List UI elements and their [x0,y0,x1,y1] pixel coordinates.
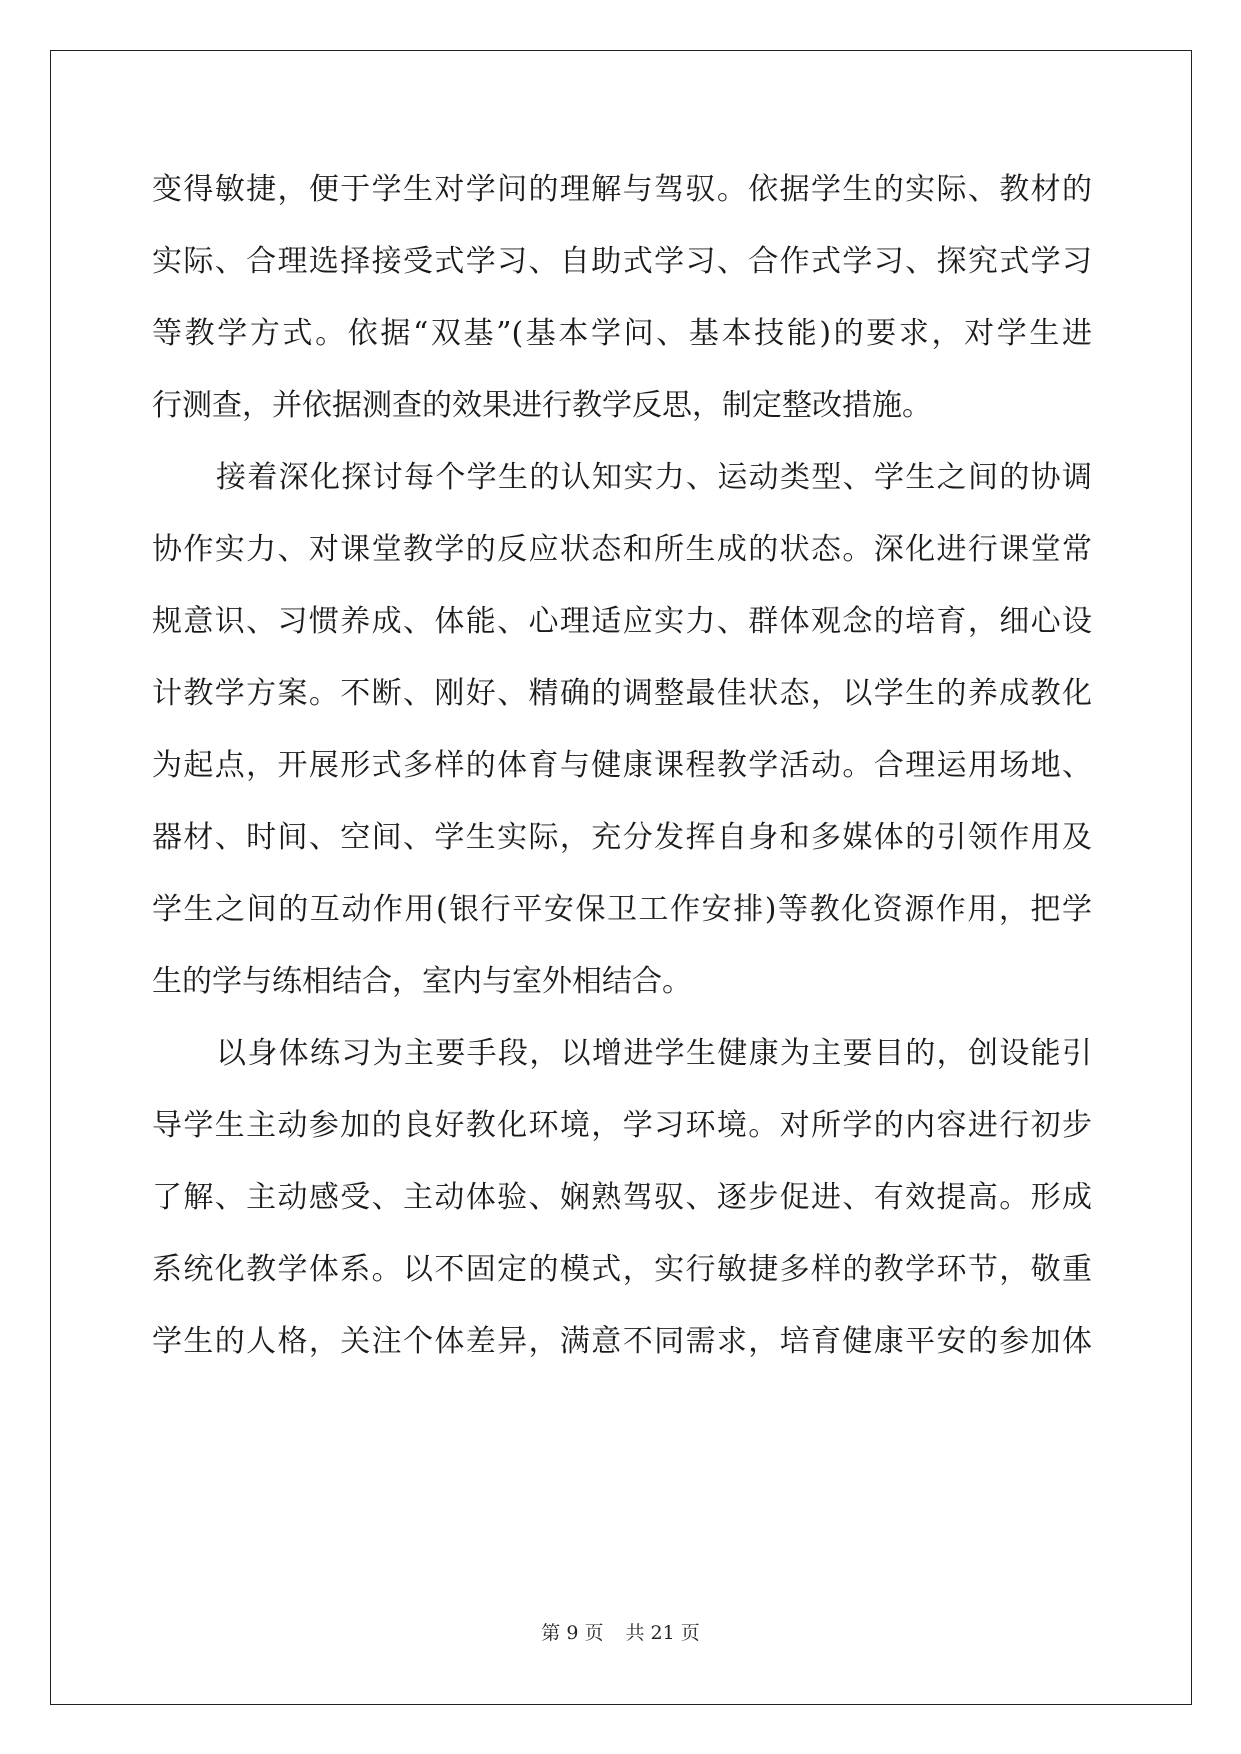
text-line: 等教学方式。依据“双基”(基本学问、基本技能)的要求，对学生进 [152,316,1092,351]
text-line: 实际、合理选择接受式学习、自助式学习、合作式学习、探究式学习 [152,244,1092,279]
text-line: 行测查，并依据测查的效果进行教学反思，制定整改措施。 [152,388,932,423]
page-total: 共 21 页 [625,1622,700,1644]
text-line: 规意识、习惯养成、体能、心理适应实力、群体观念的培育，细心设 [152,604,1092,639]
text-line: 学生之间的互动作用(银行平安保卫工作安排)等教化资源作用，把学 [152,892,1092,927]
text-line: 变得敏捷，便于学生对学问的理解与驾驭。依据学生的实际、教材的 [152,172,1092,207]
page-number: 第 9 页 [541,1622,604,1644]
text-line: 接着深化探讨每个学生的认知实力、运动类型、学生之间的协调 [216,460,1092,495]
text-line: 导学生主动参加的良好教化环境，学习环境。对所学的内容进行初步 [152,1108,1092,1143]
text-line: 生的学与练相结合，室内与室外相结合。 [152,964,692,999]
text-line: 器材、时间、空间、学生实际，充分发挥自身和多媒体的引领作用及 [152,820,1092,855]
text-line: 系统化教学体系。以不固定的模式，实行敏捷多样的教学环节，敬重 [152,1252,1092,1287]
page-border [50,50,1192,1705]
text-line: 协作实力、对课堂教学的反应状态和所生成的状态。深化进行课堂常 [152,532,1092,567]
text-line: 为起点，开展形式多样的体育与健康课程教学活动。合理运用场地、 [152,748,1092,783]
text-line: 了解、主动感受、主动体验、娴熟驾驭、逐步促进、有效提高。形成 [152,1180,1092,1215]
page-footer [0,1620,1241,1646]
text-line: 计教学方案。不断、刚好、精确的调整最佳状态，以学生的养成教化 [152,676,1092,711]
text-line: 学生的人格，关注个体差异，满意不同需求，培育健康平安的参加体 [152,1324,1092,1359]
text-line: 以身体练习为主要手段，以增进学生健康为主要目的，创设能引 [216,1036,1092,1071]
